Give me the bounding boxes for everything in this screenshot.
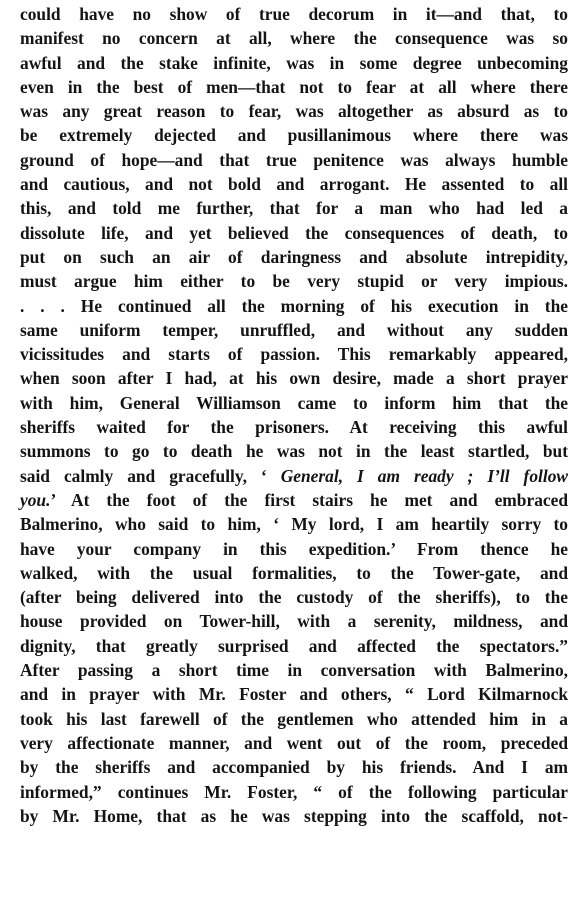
text-line [20, 488, 568, 512]
text-segment: vicissitudes and starts of passion. This remarkably appeared, [20, 344, 568, 365]
text-segment: be extremely dejected and pusillanimous where there was [20, 125, 568, 146]
text-segment: . . . He continued all the morning of his execution in the [20, 295, 568, 316]
text-line [20, 658, 568, 682]
text-line [20, 537, 568, 561]
text-segment: Balmerino, who said to him, ‘ My lord, I am heartily sorry to [20, 514, 568, 535]
italic-text: you. [20, 489, 51, 510]
text-segment: put on such an air of daringness and absolute intrepidity, [20, 246, 568, 267]
text-line [20, 2, 568, 26]
text-line [20, 99, 568, 123]
text-segment: by Mr. Home, that as he was stepping into the scaffold, not- [20, 805, 568, 826]
text-line [20, 342, 568, 366]
text-line [20, 609, 568, 633]
text-line [20, 707, 568, 731]
text-segment: and cautious, and not bold and arrogant. He assented to all [20, 174, 568, 195]
text-segment: even in the best of men—that not to fear at all where there [20, 76, 568, 97]
text-line [20, 464, 568, 488]
text-segment: could have no show of true decorum in it—and that, to [20, 4, 568, 24]
text-line [20, 196, 568, 220]
text-line [20, 172, 568, 196]
text-segment: summons to go to death he was not in the least startled, but [20, 441, 568, 462]
text-segment: After passing a short time in conversation with Balmerino, [20, 660, 568, 681]
text-segment: ground of hope—and that true penitence was always humble [20, 149, 568, 170]
text-segment: dissolute life, and yet believed the consequences of death, to [20, 222, 568, 243]
text-line [20, 51, 568, 75]
text-line [20, 269, 568, 293]
text-line [20, 561, 568, 585]
text-line [20, 512, 568, 536]
body-text [20, 2, 568, 828]
text-line [20, 123, 568, 147]
text-line [20, 755, 568, 779]
text-segment: (after being delivered into the custody of the sheriffs), to the [20, 587, 568, 608]
text-line [20, 294, 568, 318]
text-segment: manifest no concern at all, where the consequence was so [20, 28, 568, 49]
text-line [20, 415, 568, 439]
text-segment: dignity, that greatly surprised and affected the spectators.” [20, 635, 568, 656]
text-line [20, 804, 568, 828]
text-line [20, 245, 568, 269]
text-segment: walked, with the usual formalities, to the Tower-gate, and [20, 562, 568, 583]
text-segment: this, and told me further, that for a man who had led a [20, 198, 568, 219]
text-segment: same uniform temper, unruffled, and without any sudden [20, 319, 568, 340]
text-segment: took his last farewell of the gentlemen who attended him in a [20, 708, 568, 729]
text-line [20, 148, 568, 172]
text-segment: said calmly and gracefully, ‘ [20, 465, 281, 486]
text-segment: awful and the stake infinite, was in some degree unbecoming [20, 52, 568, 73]
text-line [20, 780, 568, 804]
text-segment: was any great reason to fear, was altogether as absurd as to [20, 101, 568, 122]
text-line [20, 366, 568, 390]
text-line [20, 585, 568, 609]
text-segment: house provided on Tower-hill, with a serenity, mildness, and [20, 611, 568, 632]
text-line [20, 318, 568, 342]
text-line [20, 75, 568, 99]
text-line [20, 682, 568, 706]
text-line [20, 731, 568, 755]
text-segment: when soon after I had, at his own desire, made a short prayer [20, 368, 568, 389]
text-segment: informed,” continues Mr. Foster, “ of the following particular [20, 781, 568, 802]
text-line [20, 26, 568, 50]
text-line [20, 439, 568, 463]
text-line [20, 221, 568, 245]
text-segment: ’ At the foot of the first stairs he met and embraced [50, 489, 568, 510]
text-segment: with him, General Williamson came to inform him that the [20, 392, 568, 413]
text-segment: have your company in this expedition.’ From thence he [20, 538, 568, 559]
text-segment: and in prayer with Mr. Foster and others, “ Lord Kilmarnock [20, 684, 568, 705]
text-segment: by the sheriffs and accompanied by his friends. And I am [20, 757, 568, 778]
text-segment: very affectionate manner, and went out of the room, preceded [20, 732, 568, 753]
text-segment: must argue him either to be very stupid or very impious. [20, 271, 568, 292]
text-segment: sheriffs waited for the prisoners. At receiving this awful [20, 417, 568, 438]
text-line [20, 391, 568, 415]
italic-text: General, I am ready ; I’ll follow [280, 465, 568, 486]
text-line [20, 634, 568, 658]
